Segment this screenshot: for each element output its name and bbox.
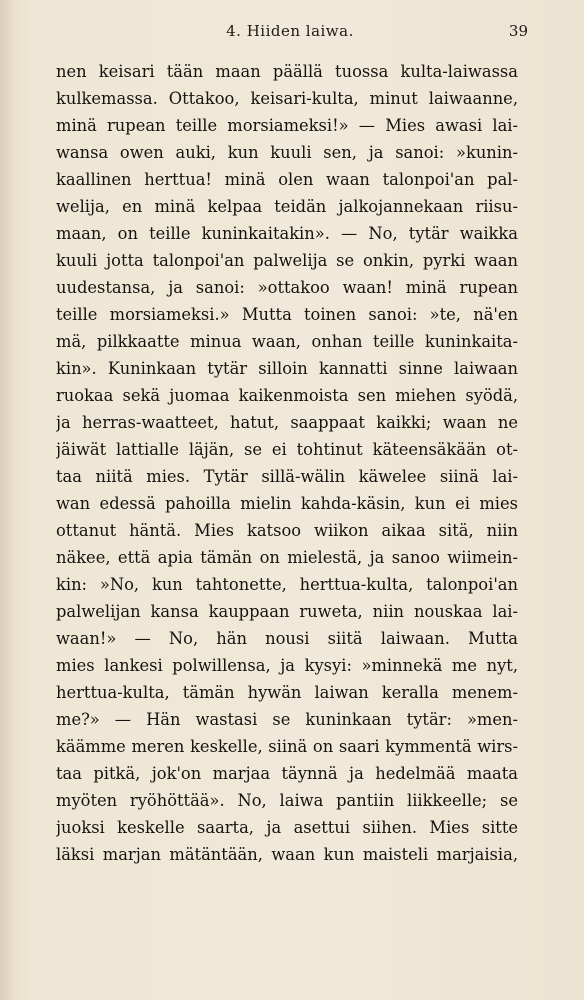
text-line: teille morsiameksi.» Mutta toinen sanoi: »te, nä'en bbox=[56, 305, 518, 324]
text-line: ottanut häntä. Mies katsoo wiikon aikaa sitä, niin bbox=[56, 521, 518, 540]
text-line: herttua-kulta, tämän hywän laiwan keralla menem- bbox=[56, 683, 518, 702]
text-line: kin: »No, kun tahtonette, herttua-kulta, talonpoi'an bbox=[56, 575, 518, 594]
text-line: me?» — Hän wastasi se kuninkaan tytär: »men- bbox=[56, 710, 518, 729]
text-line: nen keisari tään maan päällä tuossa kulta-laiwassa bbox=[56, 62, 518, 81]
text-line: taa niitä mies. Tytär sillä-wälin käwelee siinä lai- bbox=[56, 467, 518, 486]
text-line: maan, on teille kuninkaitakin». — No, tytär waikka bbox=[56, 224, 518, 243]
text-line: jäiwät lattialle läjän, se ei tohtinut käteensäkään ot- bbox=[56, 440, 518, 459]
text-line: wansa owen auki, kun kuuli sen, ja sanoi: »kunin- bbox=[56, 143, 518, 162]
text-line: ja herras-waatteet, hatut, saappaat kaikki; waan ne bbox=[56, 413, 518, 432]
text-line: welija, en minä kelpaa teidän jalkojannekaan riisu- bbox=[56, 197, 518, 216]
body-text bbox=[56, 58, 518, 868]
page-header bbox=[60, 22, 528, 44]
text-line: kulkemassa. Ottakoo, keisari-kulta, minut laiwaanne, bbox=[56, 89, 518, 108]
text-line: kin». Kuninkaan tytär silloin kannatti sinne laiwaan bbox=[56, 359, 518, 378]
text-line: käämme meren keskelle, siinä on saari kymmentä wirs- bbox=[56, 737, 518, 756]
text-line: palwelijan kansa kauppaan ruweta, niin nouskaa lai- bbox=[56, 602, 518, 621]
text-line: minä rupean teille morsiameksi!» — Mies awasi lai- bbox=[56, 116, 518, 135]
text-line: wan edessä pahoilla mielin kahda-käsin, kun ei mies bbox=[56, 494, 518, 513]
text-line: ruokaa sekä juomaa kaikenmoista sen miehen syödä, bbox=[56, 386, 518, 405]
text-line: waan!» — No, hän nousi siitä laiwaan. Mutta bbox=[56, 629, 518, 648]
page-number: 39 bbox=[508, 22, 528, 40]
running-head: 4. Hiiden laiwa. bbox=[226, 22, 354, 40]
text-line: uudestansa, ja sanoi: »ottakoo waan! minä rupean bbox=[56, 278, 518, 297]
text-line: mä, pilkkaatte minua waan, onhan teille kuninkaita- bbox=[56, 332, 518, 351]
text-line: näkee, että apia tämän on mielestä, ja sanoo wiimein- bbox=[56, 548, 518, 567]
text-line: kaallinen herttua! minä olen waan talonpoi'an pal- bbox=[56, 170, 518, 189]
text-line: mies lankesi polwillensa, ja kysyi: »minnekä me nyt, bbox=[56, 656, 518, 675]
text-line: taa pitkä, jok'on marjaa täynnä ja hedelmää maata bbox=[56, 764, 518, 783]
text-line: kuuli jotta talonpoi'an palwelija se onkin, pyrki waan bbox=[56, 251, 518, 270]
page-gutter-shadow bbox=[0, 0, 14, 1000]
text-line: juoksi keskelle saarta, ja asettui siihen. Mies sitte bbox=[56, 818, 518, 837]
text-line: myöten ryöhöttää». No, laiwa pantiin liikkeelle; se bbox=[56, 791, 518, 810]
text-line: läksi marjan mätäntään, waan kun maisteli marjaisia, bbox=[56, 845, 518, 864]
